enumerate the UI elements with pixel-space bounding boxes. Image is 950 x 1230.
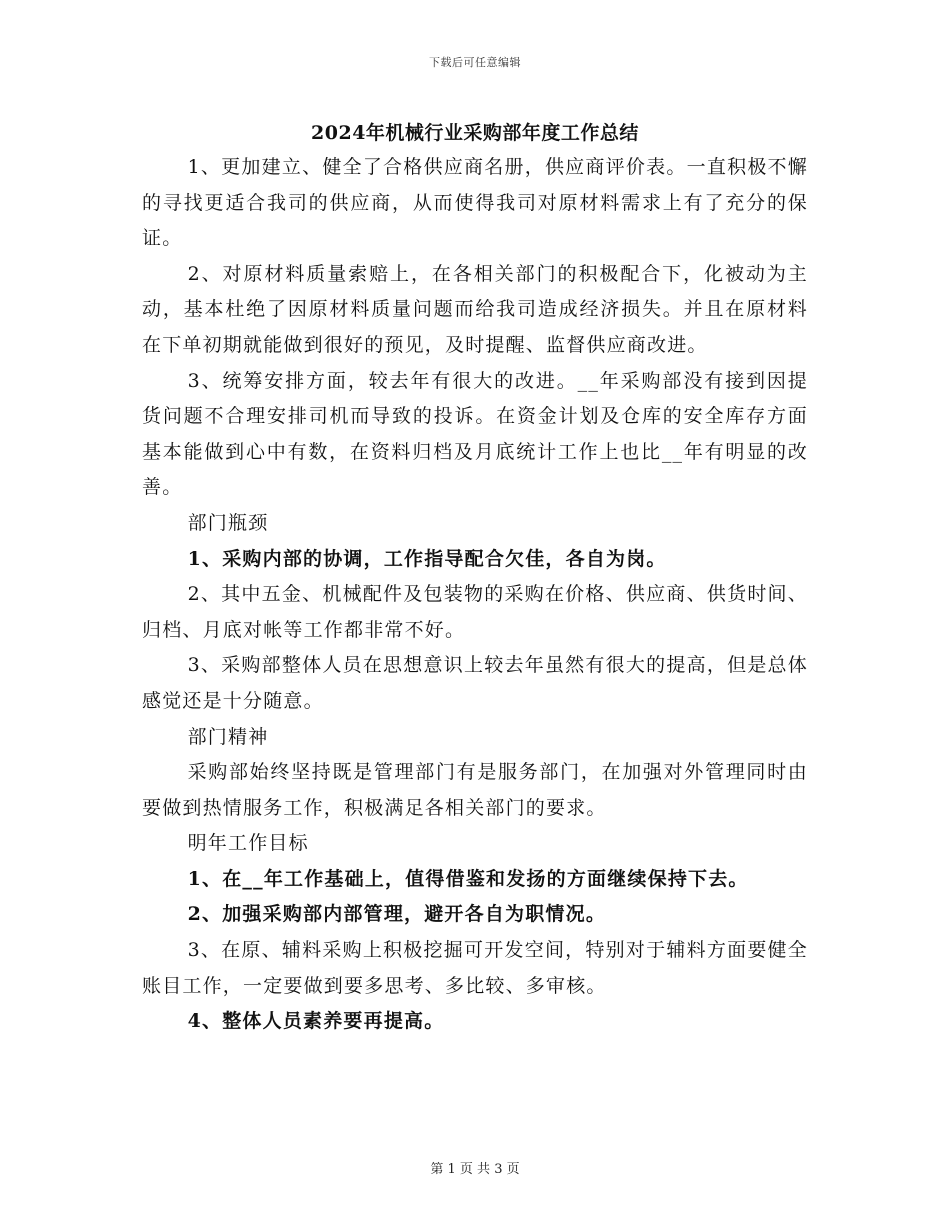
- paragraph: 部门瓶颈: [187, 511, 269, 534]
- paragraph: 3、统筹安排方面，较去年有很大的改进。__年采购部没有接到因提货问题不合理安排司机而导致的投诉。在资金计划及仓库的安全库存方面基本能做到心中有数，在资料归档及月底统计工作上也比__年有明显的改善。: [142, 369, 808, 499]
- paragraph: 3、采购部整体人员在思想意识上较去年虽然有很大的提高，但是总体感觉还是十分随意。: [142, 654, 808, 712]
- paragraph: 1、采购内部的协调，工作指导配合欠佳，各自为岗。: [187, 547, 667, 570]
- paragraph: 2、加强采购部内部管理，避开各自为职情况。: [187, 903, 607, 926]
- paragraph: 4、整体人员素养要再提高。: [187, 1010, 445, 1033]
- paragraph: 2、对原材料质量索赔上，在各相关部门的积极配合下，化被动为主动，基本杜绝了因原材料质量问题而给我司造成经济损失。并且在原材料在下单初期就能做到很好的预见，及时提醒、监督供应商改进。: [142, 262, 808, 356]
- document-title: 2024年机械行业采购部年度工作总结: [311, 122, 639, 144]
- paragraph: 部门精神: [187, 725, 269, 748]
- page-number: 第 1 页 共 3 页: [430, 1162, 520, 1177]
- paragraph: 1、更加建立、健全了合格供应商名册，供应商评价表。一直积极不懈的寻找更适合我司的供应商，从而使得我司对原材料需求上有了充分的保证。: [142, 156, 808, 250]
- paragraph: 明年工作目标: [187, 832, 309, 855]
- paragraph: 3、在原、辅料采购上积极挖掘可开发空间，特别对于辅料方面要健全账目工作，一定要做到要多思考、多比较、多审核。: [142, 939, 808, 997]
- paragraph: 1、在__年工作基础上，值得借鉴和发扬的方面继续保持下去。: [187, 867, 749, 890]
- page-header-note: 下载后可任意编辑: [429, 56, 521, 69]
- document-body: [142, 150, 808, 1040]
- paragraph: 2、其中五金、机械配件及包装物的采购在价格、供应商、供货时间、归档、月底对帐等工作都非常不好。: [142, 583, 808, 641]
- paragraph: 采购部始终坚持既是管理部门有是服务部门，在加强对外管理同时由要做到热情服务工作，积极满足各相关部门的要求。: [142, 761, 808, 819]
